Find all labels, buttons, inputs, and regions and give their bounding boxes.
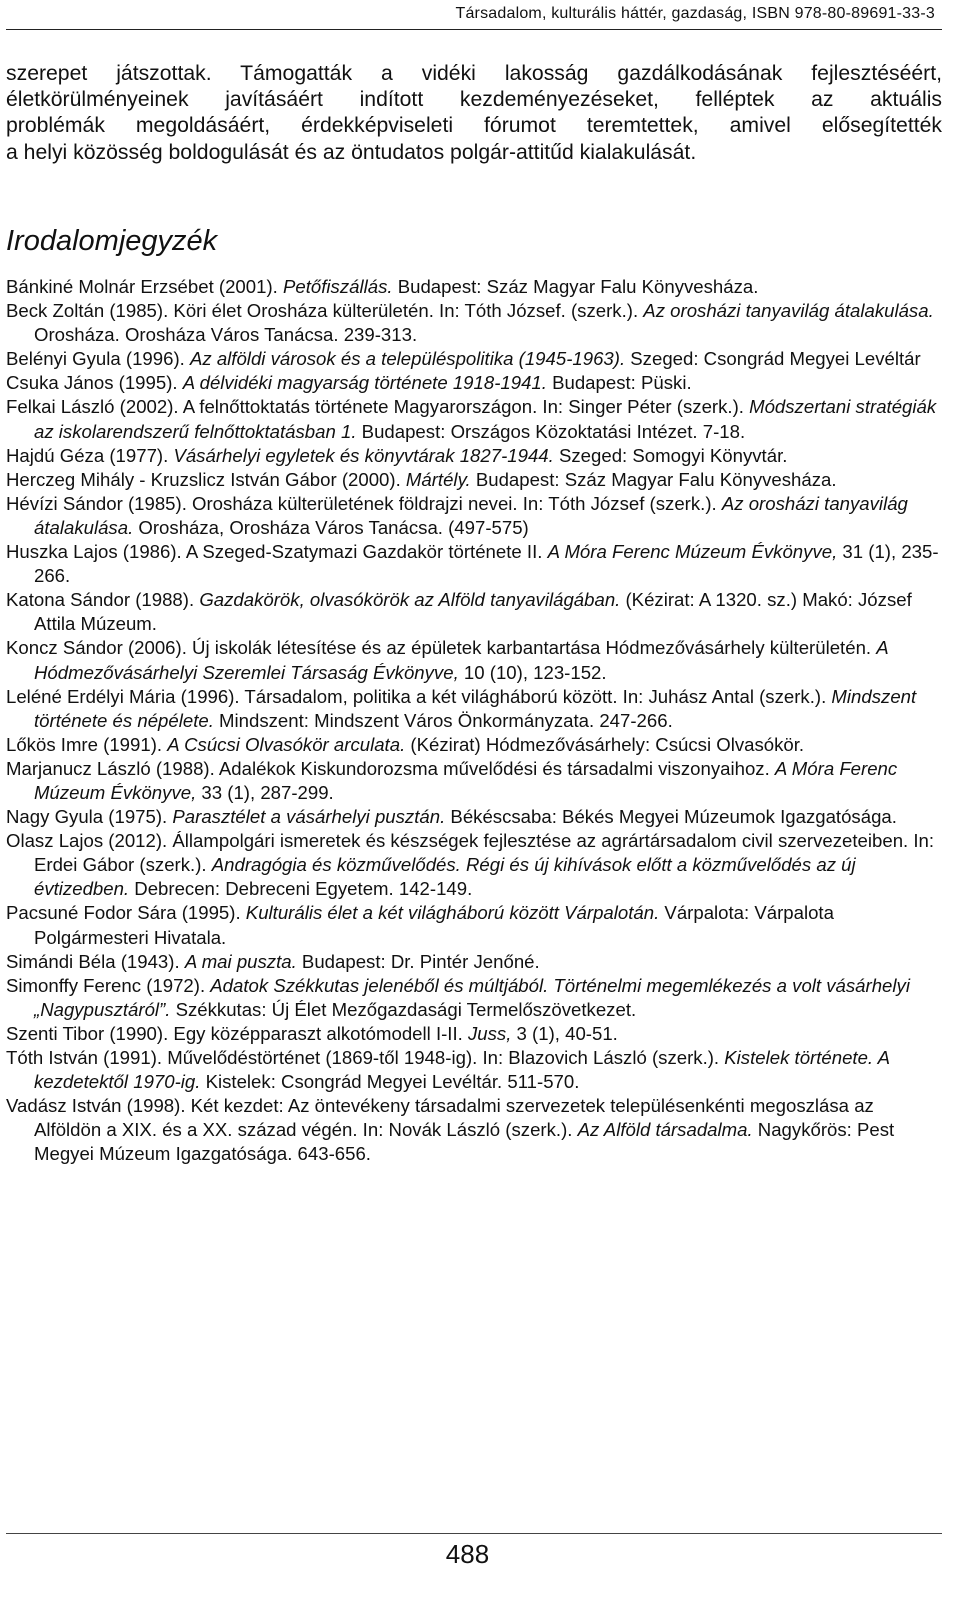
reference-text: Pacsuné Fodor Sára (1995). (6, 902, 246, 924)
intro-line: a helyi közösség boldogulását és az öntudatos polgár-attitűd kialakulását. (6, 140, 697, 164)
reference-title: Módszertani stratégiák az iskolarendszerű felnőttoktatásban 1. (34, 396, 937, 442)
reference-text: Leléné Erdélyi Mária (1996). Társadalom, politika a két világháború között. In: Juhász Antal (szerk.). (6, 685, 832, 707)
reference-publication: Budapest: Dr. Pintér Jenőné. (296, 950, 540, 972)
page-number: 488 (445, 1539, 490, 1569)
reference-title: Andragógia és közművelődés. Régi és új kihívások előtt a közművelődés az új évtizedben. (34, 854, 856, 900)
reference-publication: Budapest: Száz Magyar Falu Könyvesháza. (470, 468, 837, 490)
reference-text: Tóth István (1991). Művelődéstörténet (1869-től 1948-ig). In: Blazovich László (szerk.). (6, 1047, 725, 1068)
reference-entry (6, 395, 942, 443)
reference-publication: Orosháza. Orosháza Város Tanácsa. 239-313. (34, 324, 418, 346)
reference-title: Parasztélet a vásárhelyi pusztán. (172, 806, 446, 828)
reference-publication: (Kézirat) Hódmezővásárhely: Csúcsi Olvasókör. (405, 733, 805, 755)
reference-publication: 33 (1), 287-299. (196, 781, 334, 803)
reference-text: Felkai László (2002). A felnőttoktatás története Magyarországon. In: Singer Péter (szerk.). (6, 396, 750, 418)
reference-publication: 10 (10), 123-152. (458, 661, 607, 683)
reference-text: Lőkös Imre (1991). (6, 733, 168, 755)
reference-entry (6, 901, 942, 949)
reference-text: Simonffy Ferenc (1972). (6, 974, 211, 996)
reference-title: A délvidéki magyarság története 1918-1941. (182, 372, 547, 394)
reference-title: Gazdakörök, olvasókörök az Alföld tanyavilágában. (199, 589, 621, 611)
reference-publication: Várpalota: Várpalota Polgármesteri Hivatala. (34, 902, 834, 948)
reference-title: Az Alföld társadalma. (577, 1119, 753, 1141)
reference-entry (6, 468, 942, 492)
reference-publication: 3 (1), 40-51. (511, 1022, 618, 1044)
reference-text: Olasz Lajos (2012). Állampolgári ismeretek és készségek fejlesztése az agrártársadalom civil szervezeteiben. In: Erdei Gábor (szerk.). (6, 830, 935, 876)
reference-entry (6, 299, 942, 347)
reference-text: Belényi Gyula (1996). (6, 348, 190, 370)
reference-entry (6, 974, 942, 1022)
running-header: Társadalom, kulturális háttér, gazdaság, ISBN 978-80-89691-33-3 (455, 5, 935, 22)
reference-text: Katona Sándor (1988). (6, 589, 200, 611)
reference-text: Beck Zoltán (1985). Köri élet Orosháza külterületén. In: Tóth József. (szerk.). (6, 300, 644, 322)
reference-entry (6, 950, 942, 974)
reference-entry (6, 805, 942, 829)
reference-publication: Budapest: Száz Magyar Falu Könyvesháza. (392, 276, 759, 297)
reference-text: Vadász István (1998). Két kezdet: Az öntevékeny társadalmi szervezetek településenkénti megoszlása az Alföldön a XIX. és a XX. század végén. In: Novák László (szerk.). (6, 1095, 874, 1141)
reference-title: A Móra Ferenc Múzeum Évkönyve, (34, 757, 898, 803)
reference-text: Szenti Tibor (1990). Egy középparaszt alkotómodell I-II. (6, 1022, 468, 1044)
intro-paragraph (6, 61, 942, 166)
reference-publication: Szeged: Csongrád Megyei Levéltár (625, 348, 921, 370)
reference-entry (6, 347, 942, 371)
reference-entry (6, 588, 942, 636)
reference-publication: Orosháza, Orosháza Város Tanácsa. (497-575) (133, 516, 529, 538)
reference-title: A Csúcsi Olvasókör arculata. (167, 733, 406, 755)
reference-entry (6, 757, 942, 805)
reference-title: Mártély. (405, 468, 471, 490)
reference-text: Simándi Béla (1943). (6, 950, 185, 972)
bibliography-title: Irodalomjegyzék (6, 225, 218, 257)
reference-title: Juss, (467, 1022, 512, 1044)
reference-text: Nagy Gyula (1975). (6, 806, 173, 828)
reference-title: Vásárhelyi egyletek és könyvtárak 1827-1944. (173, 444, 554, 466)
reference-entry (6, 733, 942, 757)
reference-publication: (Kézirat: A 1320. sz.) Makó: József Attila Múzeum. (34, 589, 912, 635)
reference-title: Petőfiszállás. (282, 276, 393, 297)
reference-entry (6, 444, 942, 468)
reference-entry (6, 492, 942, 540)
reference-title: Mindszent története és népélete. (34, 685, 917, 731)
reference-title: Adatok Székkutas jelenéből és múltjából. Történelmi megemlékezés a volt vásárhelyi „Nagypusztáról”. (34, 974, 910, 1020)
reference-title: A Hódmezővásárhelyi Szeremlei Társaság Évkönyve, (34, 637, 888, 683)
reference-publication: Debrecen: Debreceni Egyetem. 142-149. (129, 878, 473, 900)
reference-text: Bánkiné Molnár Erzsébet (2001). (6, 276, 283, 297)
reference-entry (6, 829, 942, 901)
reference-title: Az orosházi tanyavilág átalakulása. (34, 492, 908, 538)
reference-publication: Nagykőrös: Pest Megyei Múzeum Igazgatósága. 643-656. (34, 1119, 895, 1165)
reference-title: Az alföldi városok és a településpolitika (1945-1963). (189, 348, 626, 370)
reference-title: Kistelek története. A kezdetektől 1970-ig. (34, 1047, 890, 1093)
reference-entry (6, 685, 942, 733)
reference-text: Hévízi Sándor (1985). Orosháza külterületének földrajzi nevei. In: Tóth József (szerk.). (6, 492, 722, 514)
reference-publication: Mindszent: Mindszent Város Önkormányzata. 247-266. (213, 709, 673, 731)
reference-entry (6, 275, 942, 299)
reference-title: A Móra Ferenc Múzeum Évkönyve, (547, 541, 838, 563)
reference-publication: Székkutas: Új Élet Mezőgazdasági Termelőszövetkezet. (170, 998, 637, 1020)
reference-text: Huszka Lajos (1986). A Szeged-Szatymazi Gazdakör története II. (6, 541, 548, 563)
reference-publication: Budapest: Püski. (546, 372, 692, 394)
reference-entry (6, 540, 942, 588)
intro-line: szerepet játszottak. Támogatták a vidéki lakosság gazdálkodásának fejlesztéséért, (6, 62, 942, 85)
reference-title: Kulturális élet a két világháború között Várpalotán. (245, 902, 660, 924)
reference-publication: Budapest: Országos Közoktatási Intézet. 7-18. (356, 420, 746, 442)
reference-publication: Békéscsaba: Békés Megyei Múzeumok Igazgatósága. (445, 806, 897, 828)
reference-title: Az orosházi tanyavilág átalakulása. (643, 300, 934, 322)
reference-entry (6, 1046, 942, 1094)
reference-text: Herczeg Mihály - Kruzslicz István Gábor (2000). (6, 468, 406, 490)
reference-publication: Kistelek: Csongrád Megyei Levéltár. 511-570. (200, 1071, 580, 1093)
reference-title: A mai puszta. (184, 950, 297, 972)
intro-line: problémák megoldásáért, érdekképviseleti fórumot teremtettek, amivel elősegítették (6, 114, 942, 138)
reference-list (6, 275, 942, 1166)
footer-rule (6, 1533, 942, 1534)
reference-entry (6, 371, 942, 395)
reference-entry (6, 1022, 942, 1046)
reference-publication: 31 (1), 235-266. (34, 541, 939, 587)
intro-line: életkörülményeinek javításáért indított kezdeményezéseket, felléptek az aktuális (6, 88, 942, 112)
reference-publication: Szeged: Somogyi Könyvtár. (553, 444, 788, 466)
reference-text: Hajdú Géza (1977). (6, 444, 174, 466)
reference-text: Csuka János (1995). (6, 372, 183, 394)
reference-text: Marjanucz László (1988). Adalékok Kiskundorozsma művelődési és társadalmi viszonyaihoz. (6, 757, 775, 779)
header-rule (6, 29, 942, 30)
reference-entry (6, 1094, 942, 1166)
reference-entry (6, 636, 942, 684)
reference-text: Koncz Sándor (2006). Új iskolák létesítése és az épületek karbantartása Hódmezővásárhely külterületén. (6, 637, 877, 659)
